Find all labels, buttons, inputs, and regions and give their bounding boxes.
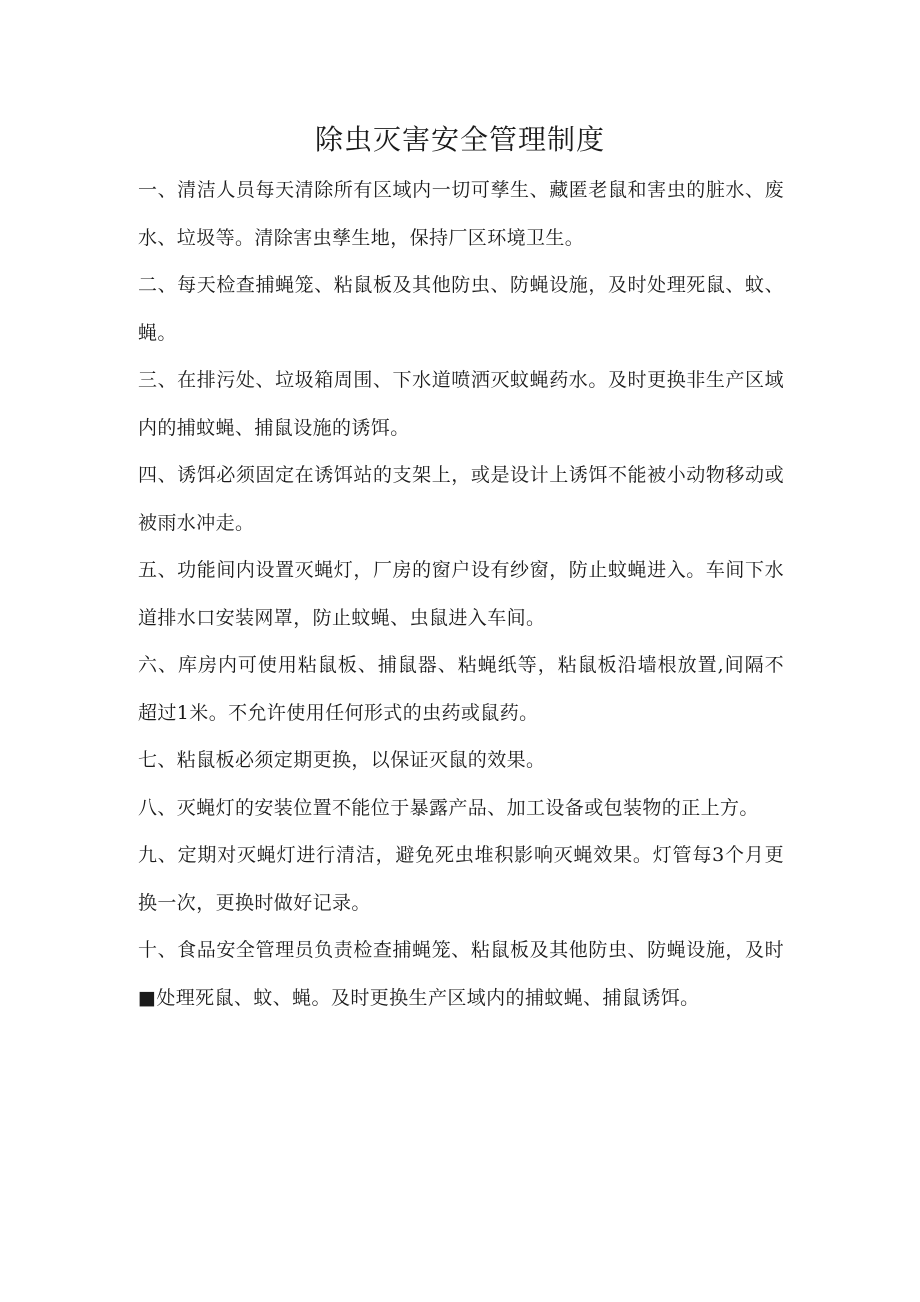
rules-list <box>138 167 784 1022</box>
rule-item-9: 九、定期对灭蝇灯进行清洁，避免死虫堆积影响灭蝇效果。灯管每3个月更换一次，更换时做好记录。 <box>138 844 784 914</box>
rule-item-3: 三、在排污处、垃圾箱周围、下水道喷洒灭蚊蝇药水。及时更换非生产区域内的捕蚊蝇、捕鼠设施的诱饵。 <box>138 369 784 439</box>
rule-item-5: 五、功能间内设置灭蝇灯，厂房的窗户设有纱窗，防止蚊蝇进入。车间下水道排水口安装网罩，防止蚊蝇、虫鼠进入车间。 <box>138 559 784 629</box>
document-title: 除虫灭害安全管理制度 <box>314 123 605 156</box>
rule-item-10: 十、食品安全管理员负责检查捕蝇笼、粘鼠板及其他防虫、防蝇设施，及时■处理死鼠、蚊、蝇。及时更换生产区域内的捕蚊蝇、捕鼠诱饵。 <box>138 939 784 1009</box>
rule-item-4: 四、诱饵必须固定在诱饵站的支架上，或是设计上诱饵不能被小动物移动或被雨水冲走。 <box>138 464 784 534</box>
rule-item-7: 七、粘鼠板必须定期更换，以保证灭鼠的效果。 <box>138 749 546 771</box>
rule-item-2: 二、每天检查捕蝇笼、粘鼠板及其他防虫、防蝇设施，及时处理死鼠、蚊、蝇。 <box>138 274 784 344</box>
rule-item-8: 八、灭蝇灯的安装位置不能位于暴露产品、加工设备或包装物的正上方。 <box>138 796 759 819</box>
rule-item-6: 六、库房内可使用粘鼠板、捕鼠器、粘蝇纸等，粘鼠板沿墙根放置,间隔不超过1米。不允许使用任何形式的虫药或鼠药。 <box>138 654 784 724</box>
rule-item-1: 一、清洁人员每天清除所有区域内一切可孳生、藏匿老鼠和害虫的脏水、废水、垃圾等。清除害虫孳生地，保持厂区环境卫生。 <box>138 179 784 249</box>
